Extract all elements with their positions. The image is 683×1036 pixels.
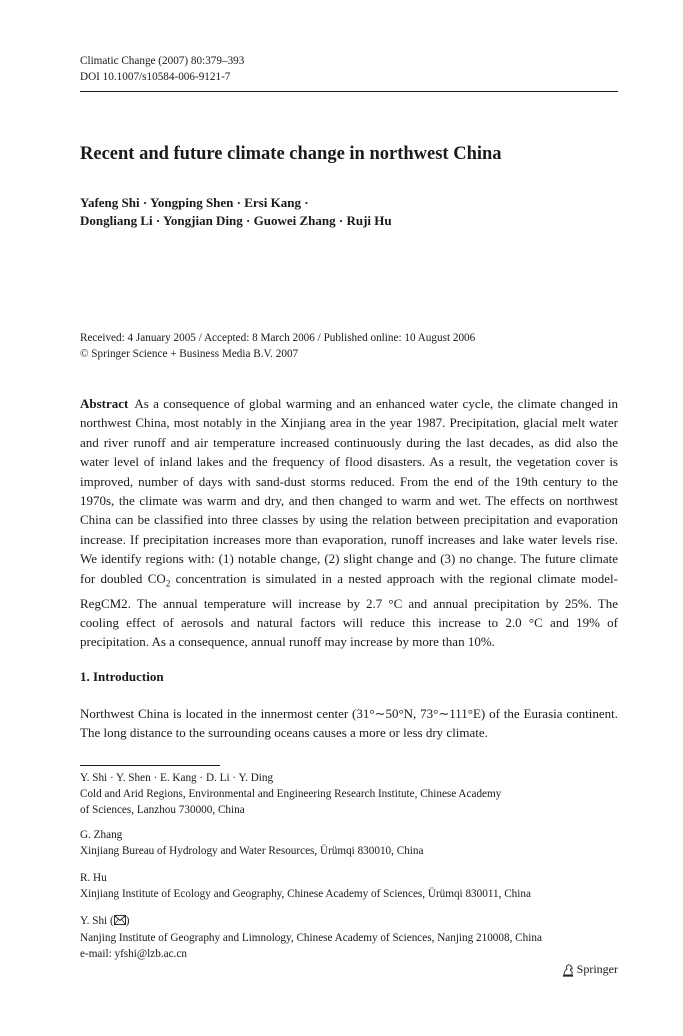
- footnote-aff-1-line2: of Sciences, Lanzhou 730000, China: [80, 803, 245, 816]
- copyright-line: © Springer Science + Business Media B.V. 2007: [80, 347, 299, 360]
- footnote-rule: [80, 765, 220, 766]
- author-list: [80, 194, 392, 230]
- publisher-logo: [561, 962, 618, 977]
- footnote-name-4: Y. Shi (: [80, 915, 114, 927]
- abstract-label: Abstract: [80, 396, 129, 411]
- abstract: [80, 394, 618, 652]
- abstract-text-part2: concentration is simulated in a nested approach with the regional climate model-RegCM2. The annual temperature will increase by 2.7 °C and annual precipitation by 25%. The cooling effect of aerosols and natural factors will reduce this increase to 2.0 °C and 19% of precipitation. As a consequence, annual runoff may increase by more than 10%.: [80, 570, 618, 650]
- footnote-aff-2: Xinjiang Bureau of Hydrology and Water Resources, Ürümqi 830010, China: [80, 844, 424, 857]
- header-rule: [80, 91, 618, 92]
- journal-citation: Climatic Change (2007) 80:379–393: [80, 55, 245, 67]
- abstract-text-part1: As a consequence of global warming and an enhanced water cycle, the climate changed in northwest China, most notably in the Xinjiang area in the year 1987. Precipitation, glacial melt water and river runoff and air temperature increased continuously during the last decades, as did also the water level of inland lakes and the frequency of flood disasters. As a result, the vegetation cover is improved, number of days with sand-dust storms reduced. From the end of the 19th century to the 1970s, the climate was warm and dry, and then changed to warm and wet. The effects on northwest China can be classified into three classes by using the relation between precipitation and evaporation increase. If precipitation increases more than evaporation, runoff increases and lake water levels rise. We identify regions with: (1) notable change, (2) slight change and (3) no change. The future climate for doubled CO: [80, 396, 618, 586]
- journal-header: [80, 53, 244, 85]
- footnote-aff-4: Nanjing Institute of Geography and Limnology, Chinese Academy of Sciences, Nanjing 210008, China: [80, 931, 542, 944]
- footnote-name-2: G. Zhang: [80, 829, 123, 841]
- footnote-name-4-close: ): [125, 915, 130, 927]
- springer-horse-icon: [561, 963, 575, 977]
- journal-doi: DOI 10.1007/s10584-006-9121-7: [80, 71, 231, 83]
- footnote-aff-1-line1: Cold and Arid Regions, Environmental and Engineering Research Institute, Chinese Academy: [80, 787, 502, 800]
- footnote-name-3: R. Hu: [80, 872, 107, 884]
- publication-dates: [80, 331, 475, 362]
- section-heading-introduction: 1. Introduction: [80, 669, 164, 684]
- co2-subscript: 2: [165, 578, 171, 589]
- footnote-names-1: Y. Shi · Y. Shen · E. Kang · D. Li · Y. Ding: [80, 772, 274, 784]
- publisher-name: Springer: [576, 962, 618, 976]
- author-line-1: Yafeng Shi · Yongping Shen · Ersi Kang ·: [80, 195, 309, 210]
- author-line-2: Dongliang Li · Yongjian Ding · Guowei Zhang · Ruji Hu: [80, 213, 392, 228]
- received-dates: Received: 4 January 2005 / Accepted: 8 March 2006 / Published online: 10 August 2006: [80, 332, 476, 344]
- paper-title: Recent and future climate change in northwest China: [80, 144, 502, 164]
- introduction-paragraph: Northwest China is located in the innermost center (31°∼50°N, 73°∼111°E) of the Eurasia continent. The long distance to the surrounding oceans causes a more or less dry climate.: [80, 706, 618, 741]
- footnote-aff-3: Xinjiang Institute of Ecology and Geography, Chinese Academy of Sciences, Ürümqi 830011, China: [80, 887, 531, 900]
- footnote-affiliation-2: [80, 828, 620, 860]
- footnote-email[interactable]: e-mail: yfshi@lzb.ac.cn: [80, 947, 187, 960]
- footnote-affiliation-4: [80, 914, 620, 962]
- footnote-affiliation-3: [80, 871, 620, 903]
- footnote-name-4-line: [80, 914, 620, 931]
- envelope-icon: [114, 915, 126, 931]
- footnote-affiliation-1: [80, 771, 620, 818]
